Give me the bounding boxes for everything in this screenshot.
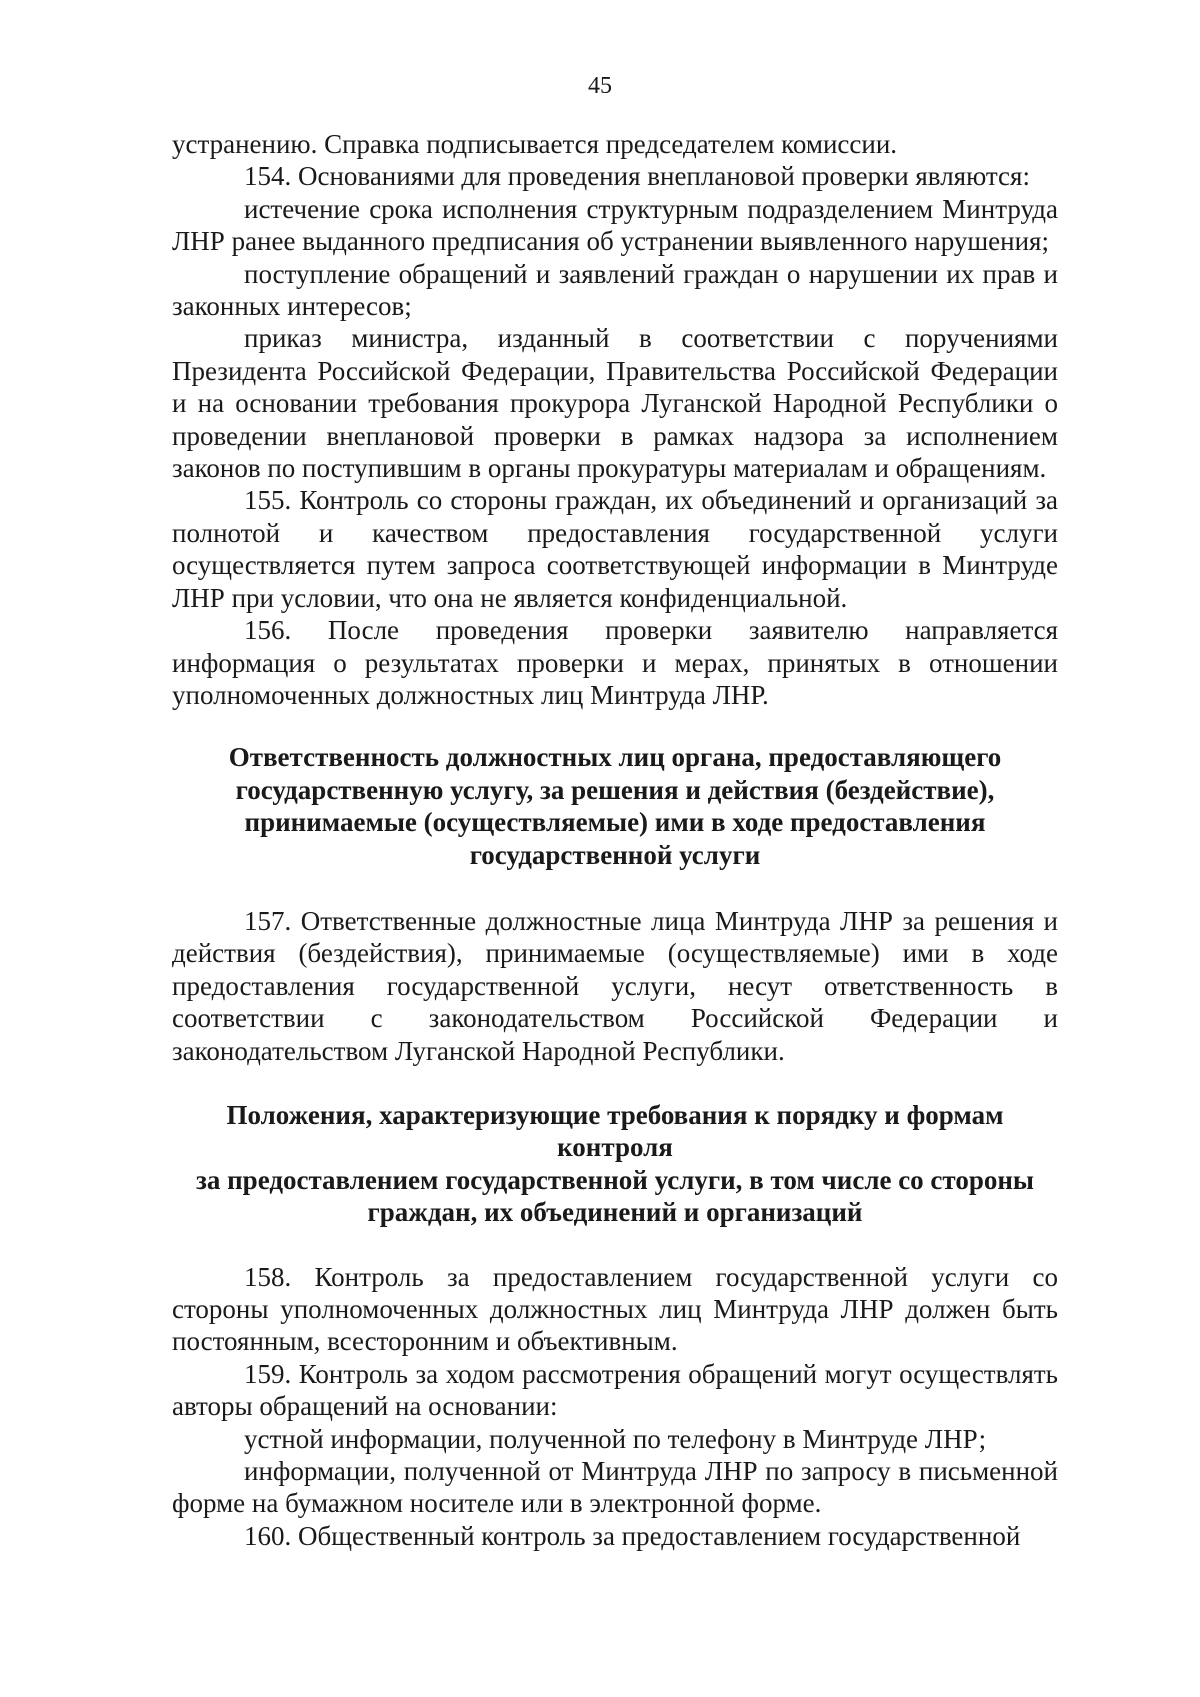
paragraph-158: 158. Контроль за предоставлением государственной услуги со стороны уполномоченных должностных лиц Минтруда ЛНР должен быть постоянным, всесторонним и объективным. [172, 1261, 1058, 1357]
heading-line: Ответственность должностных лиц органа, предоставляющего [228, 742, 1002, 773]
paragraph-154-item-3: приказ министра, изданный в соответствии с поручениями Президента Российской Федерации, Правительства Российской Федерации и на основании требования прокурора Луганской Народной Республики о проведении внеплановой проверки в рамках надзора за исполнением законов по поступившим в органы прокуратуры материалам и обращениям. [172, 323, 1058, 484]
heading-line: за предоставлением государственной услуги, в том числе со стороны [196, 1164, 1034, 1195]
paragraph-159-item-2: информации, полученной от Минтруда ЛНР по запросу в письменной форме на бумажном носителе или в электронной форме. [172, 1456, 1058, 1519]
paragraph-154-item-2: поступление обращений и заявлений граждан о нарушении их прав и законных интересов; [172, 258, 1058, 322]
heading-line: государственную услугу, за решения и действия (бездействие), [235, 774, 995, 805]
paragraph-159: 159. Контроль за ходом рассмотрения обращений могут осуществлять авторы обращений на основании: [172, 1358, 1058, 1422]
section-heading-control-requirements [172, 1099, 1058, 1229]
page-number: 45 [588, 73, 612, 99]
document-body [172, 128, 1058, 1552]
paragraph-154-item-1: истечение срока исполнения структурным подразделением Минтруда ЛНР ранее выданного предписания об устранении выявленного нарушения; [172, 193, 1058, 257]
paragraph-157: 157. Ответственные должностные лица Минтруда ЛНР за решения и действия (бездействия), принимаемые (осуществляемые) ими в ходе предоставления государственной услуги, несут ответственность в соответствии с законодательством Российской Федерации и законодательством Луганской Народной Республики. [172, 905, 1058, 1066]
heading-line: государственной услуги [469, 839, 761, 870]
paragraph-155: 155. Контроль со стороны граждан, их объединений и организаций за полнотой и качеством предоставления государственной услуги осуществляется путем запроса соответствующей информации в Минтруде ЛНР при условии, что она не является конфиденциальной. [172, 485, 1058, 613]
heading-line: принимаемые (осуществляемые) ими в ходе предоставления [244, 807, 986, 838]
paragraph-160: 160. Общественный контроль за предоставлением государственной [244, 1520, 1021, 1551]
heading-line: Положения, характеризующие требования к порядку и формам контроля [226, 1099, 1004, 1163]
section-heading-responsibility [172, 741, 1058, 871]
paragraph-continuation: устранению. Справка подписывается председателем комиссии. [172, 129, 898, 159]
paragraph-159-item-1: устной информации, полученной по телефону в Минтруде ЛНР; [244, 1423, 987, 1454]
paragraph-156: 156. После проведения проверки заявителю направляется информация о результатах проверки и мерах, принятых в отношении уполномоченных должностных лиц Минтруда ЛНР. [172, 615, 1058, 710]
paragraph-154: 154. Основаниями для проведения внеплановой проверки являются: [244, 161, 1030, 192]
heading-line: граждан, их объединений и организаций [367, 1197, 863, 1228]
